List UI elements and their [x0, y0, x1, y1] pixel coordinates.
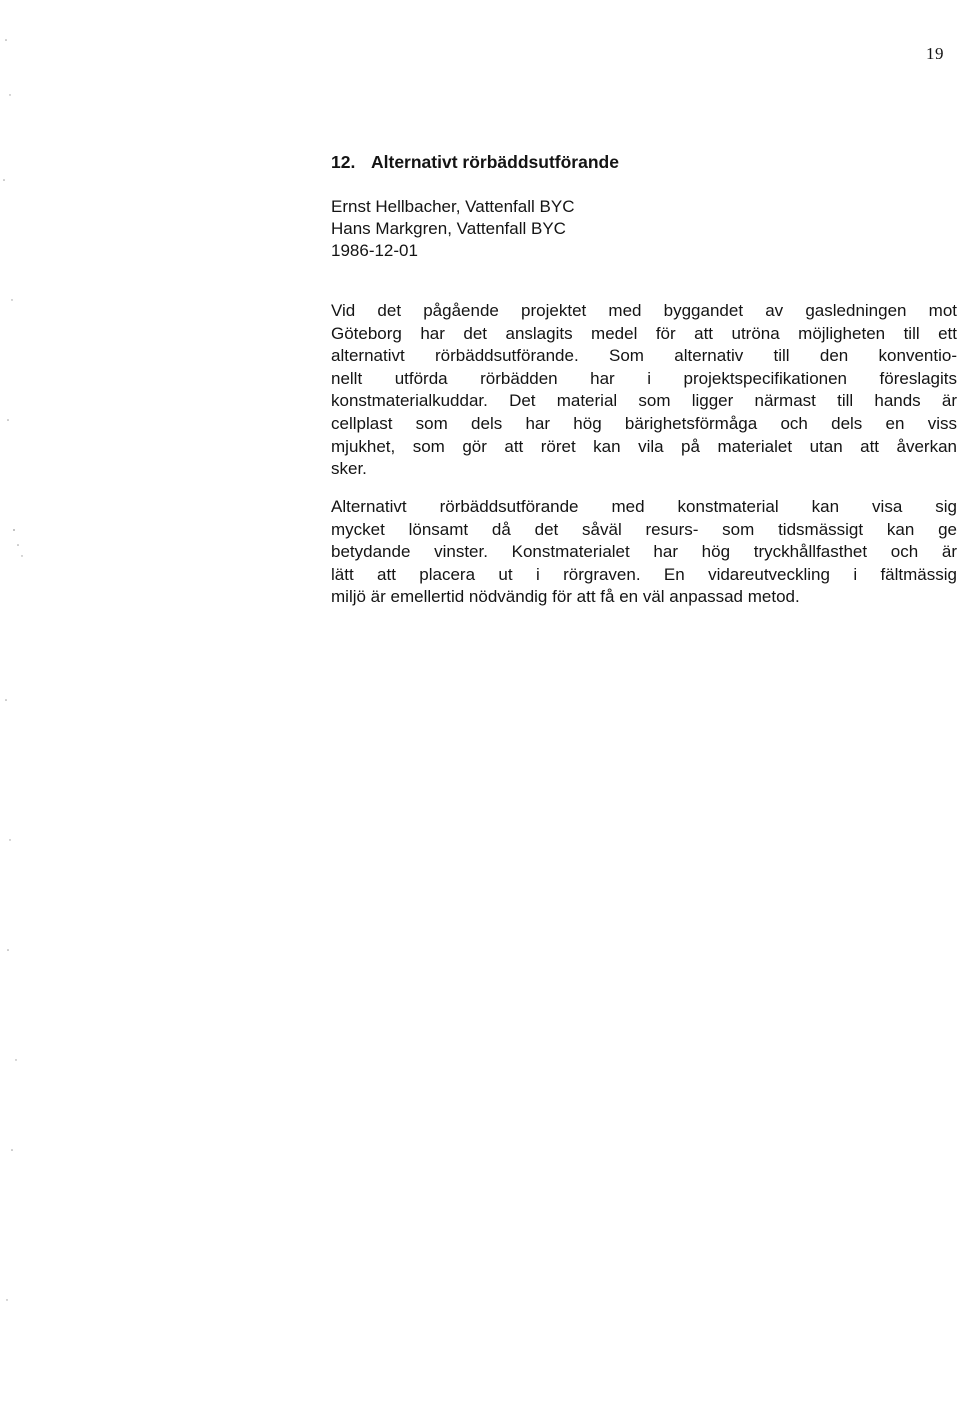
- paragraph-line: cellplast som dels har hög bärighetsförmåga och dels en viss: [331, 413, 957, 433]
- paragraph-line: Göteborg har det anslagits medel för att utröna möjligheten till ett: [331, 323, 957, 343]
- scan-margin-specks: [0, 0, 40, 1428]
- section-heading: [331, 152, 619, 173]
- page-number: 19: [926, 44, 944, 63]
- section-number: 12.: [331, 152, 356, 172]
- author-block: [331, 196, 574, 262]
- paragraph-line: mycket lönsamt då det såväl resurs- som tidsmässigt kan ge: [331, 519, 957, 539]
- author-line: Hans Markgren, Vattenfall BYC: [331, 219, 566, 238]
- author-line: Ernst Hellbacher, Vattenfall BYC: [331, 197, 575, 216]
- paragraph-line: alternativt rörbäddsutförande. Som alternativ till den konventio-: [331, 346, 957, 366]
- paragraph-line: mjukhet, som gör att röret kan vila på materialet utan att åverkan: [331, 436, 957, 456]
- paragraph-line: sker.: [331, 459, 367, 479]
- section-title: Alternativt rörbäddsutförande: [371, 152, 619, 172]
- body-paragraph: [331, 300, 957, 481]
- paragraph-line: lätt att placera ut i rörgraven. En vidareutveckling i fältmässig: [331, 564, 957, 584]
- paragraph-line: betydande vinster. Konstmaterialet har hög tryckhållfasthet och är: [331, 542, 957, 562]
- document-date: 1986-12-01: [331, 241, 418, 260]
- paragraph-line: Alternativt rörbäddsutförande med konstmaterial kan visa sig: [331, 497, 957, 516]
- body-paragraph: [331, 496, 957, 609]
- paragraph-line: Vid det pågående projektet med byggandet av gasledningen mot: [331, 301, 957, 320]
- paragraph-line: miljö är emellertid nödvändig för att få en väl anpassad metod.: [331, 587, 800, 607]
- paragraph-line: nellt utförda rörbädden har i projektspecifikationen föreslagits: [331, 368, 957, 388]
- paragraph-line: konstmaterialkuddar. Det material som ligger närmast till hands är: [331, 391, 957, 411]
